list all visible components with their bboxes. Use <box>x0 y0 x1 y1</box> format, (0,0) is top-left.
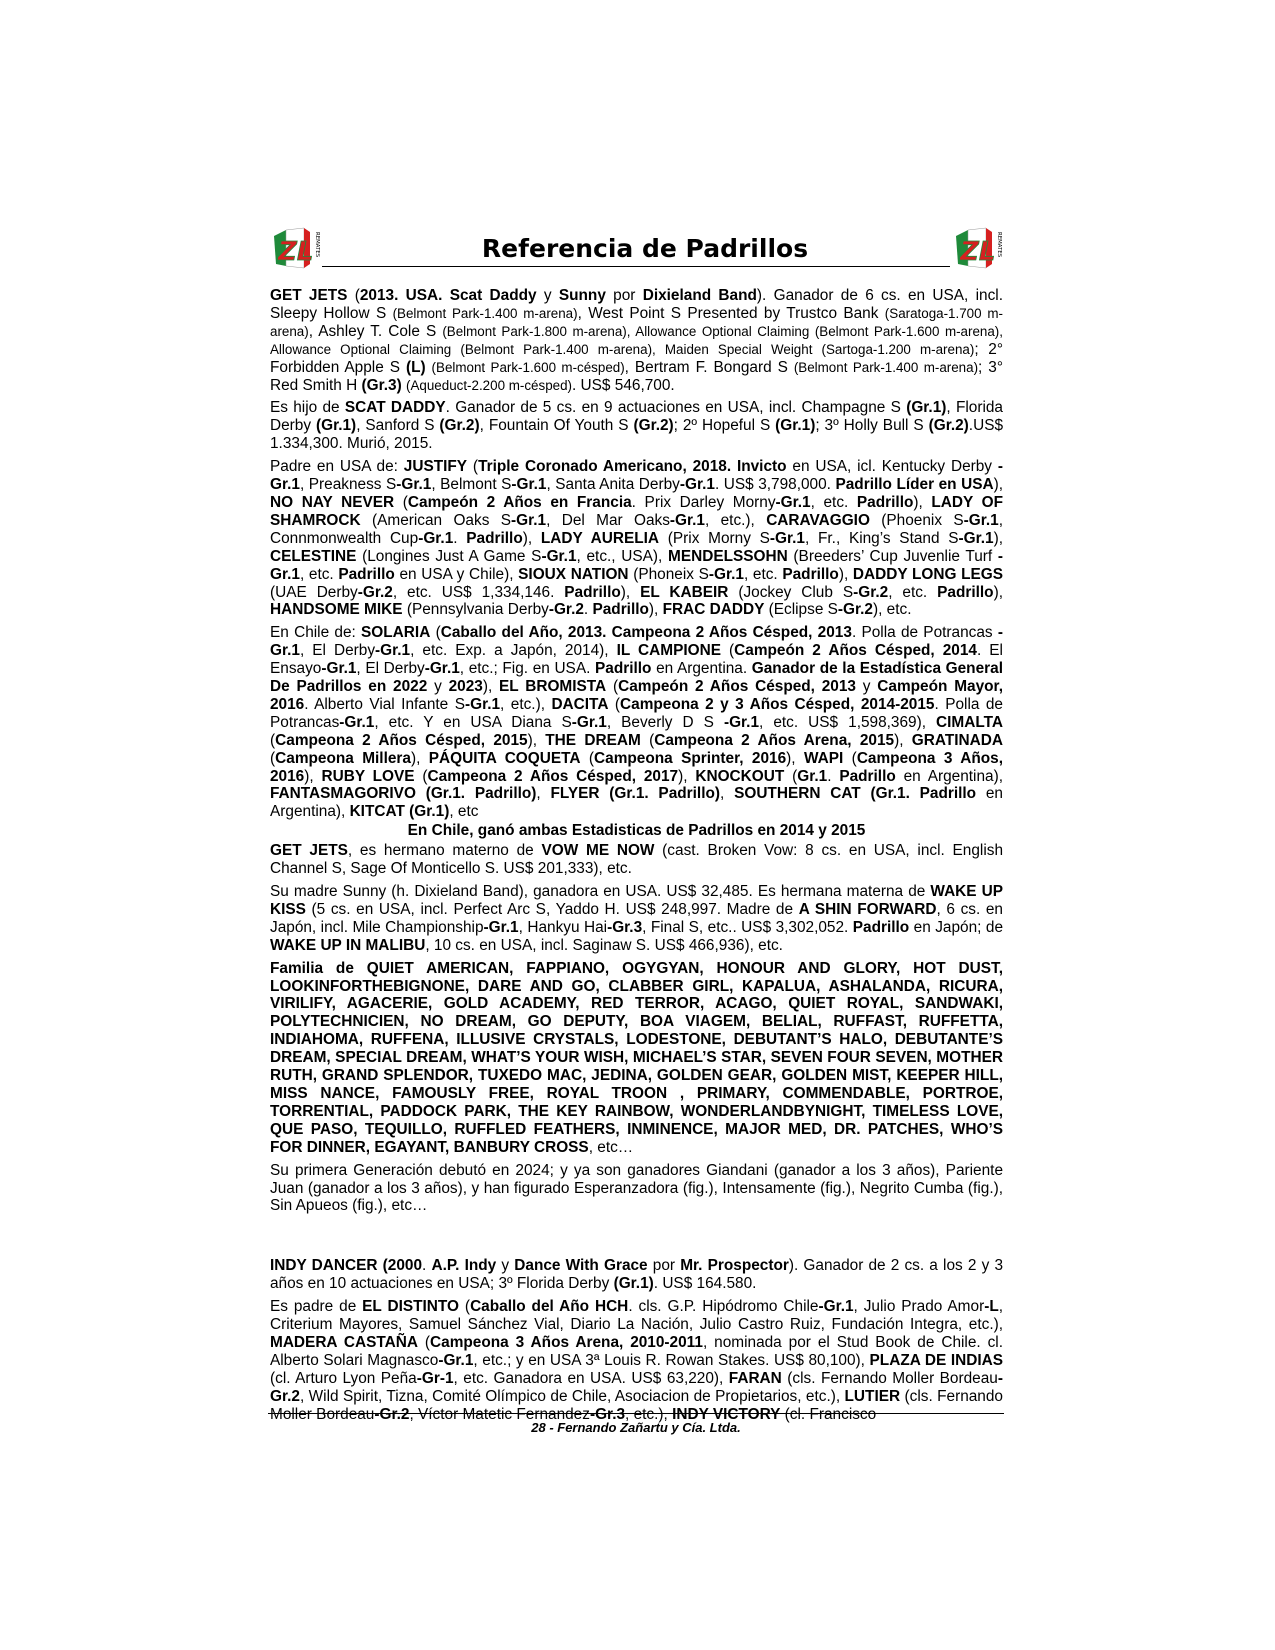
text-run: , Fr., King’s Stand S <box>804 529 959 547</box>
text-run: EL KABEIR <box>640 583 729 601</box>
text-run: DACITA <box>551 695 609 713</box>
text-run: Campeona Millera <box>275 749 411 767</box>
text-run: -Gr.2 <box>357 583 393 601</box>
text-run: (L) <box>405 358 426 376</box>
text-run: Triple Coronado Americano, 2018. Invicto <box>478 458 787 476</box>
text-run: -Gr.2 <box>374 1405 410 1423</box>
text-run: ( <box>720 642 735 660</box>
text-run: . <box>453 529 467 547</box>
text-run: -Gr.1 <box>424 660 460 678</box>
text-run: ; 3º Holly Bull S <box>815 417 929 435</box>
text-run: . Alberto Vial Infante S <box>304 695 465 713</box>
text-run: CARAVAGGIO <box>766 511 870 529</box>
text-run: .US$ 1.334,300. Murió, 2015. <box>270 417 1004 453</box>
text-run: (Jockey Club S <box>728 583 854 601</box>
text-run: Mr. Prospector <box>680 1257 789 1275</box>
get-jets-sire <box>270 399 1003 453</box>
text-run: , Final S, etc.. US$ 3,302,052. <box>642 918 853 936</box>
text-run: -Gr.1 <box>321 660 357 678</box>
text-run: -Gr.3 <box>589 1405 626 1423</box>
text-run: Es padre de <box>270 1298 363 1316</box>
text-run: en USA y Chile), <box>394 565 519 583</box>
text-run: -Gr.1 <box>483 918 519 936</box>
text-run: , Wild Spirit, Tizna, Comité Olímpico de Chile, Asociacion de Propietarios, etc.), <box>299 1387 845 1405</box>
text-run: , etc., USA), <box>576 547 669 565</box>
text-run: Padrillo <box>852 918 910 936</box>
text-run: WAKE UP KISS <box>270 883 1004 918</box>
text-run: -Gr.1 <box>464 695 501 713</box>
text-run: DADDY LONG LEGS <box>852 565 1003 583</box>
text-run: Ganador de la Estadística General De Padrillos en 2022 <box>270 660 1003 696</box>
text-run: , Santa Anita Derby <box>546 476 680 494</box>
text-run: FLYER (Gr.1. Padrillo) <box>550 785 721 803</box>
logo-left <box>270 226 322 272</box>
text-run: Caballo del Año HCH <box>470 1298 629 1316</box>
text-run: Padrillo <box>338 565 395 583</box>
text-run: , etc <box>449 803 479 821</box>
text-run: EL BROMISTA <box>499 678 607 696</box>
get-jets-family <box>270 960 1003 1157</box>
text-run: . <box>827 767 840 785</box>
text-run: (cls. Fernando Moller Bordeau <box>270 1387 1003 1423</box>
text-run: en Argentina), <box>895 767 1003 785</box>
text-run: . El Ensayo <box>270 642 1003 678</box>
text-run: (Belmont Park-1.600 m-césped) <box>431 359 625 375</box>
text-run: , El Derby <box>299 642 376 660</box>
text-run: ( <box>843 749 857 767</box>
text-run: ( <box>580 749 595 767</box>
page-footer: 28 - Fernando Zañartu y Cía. Ltda. <box>531 1420 741 1435</box>
text-run: FRAC DADDY <box>662 601 765 619</box>
text-run: ), <box>648 601 663 619</box>
zl-remates-logo-icon <box>952 226 1004 272</box>
text-run: , etc.), <box>500 695 552 713</box>
text-run: -Gr.1 <box>375 642 411 660</box>
indy-dancer-intro <box>270 1257 1003 1293</box>
get-jets-intro <box>270 287 1003 394</box>
text-run: (Gr.2) <box>439 417 480 435</box>
text-run: SCAT DADDY <box>344 399 446 417</box>
text-run: (cl. Arturo Lyon Peña <box>270 1369 417 1387</box>
text-run: -Gr.1 <box>708 565 744 583</box>
text-run: . <box>583 601 593 619</box>
text-run: ). Ganador de 2 cs. a los 2 y 3 años en 10 actuaciones en USA; 3º Florida Derby <box>270 1257 1004 1293</box>
text-run: (Belmont Park-1.400 m-arena) <box>793 359 979 375</box>
text-run: CELESTINE <box>270 547 357 565</box>
text-run: A.P. Indy <box>431 1257 497 1275</box>
text-run: (Gr.2) <box>633 417 674 435</box>
text-run: , etc. <box>888 583 938 601</box>
text-run: Gr.1 <box>797 767 828 785</box>
text-run: MENDELSSOHN <box>668 547 788 565</box>
text-run: , nominada por el Stud Book de Chile. cl. Alberto Solari Magnasco <box>270 1333 1003 1369</box>
text-run: A SHIN FORWARD <box>798 900 937 918</box>
logo-side-text: REMATES <box>996 232 1002 258</box>
text-run: CIMALTA <box>936 713 1003 731</box>
text-run: ). Ganador de 6 cs. en USA, incl. Sleepy Hollow S <box>270 287 1003 322</box>
text-run: (American Oaks S <box>360 511 511 529</box>
text-run: -Gr.1 <box>963 511 999 529</box>
text-run: . Ganador de 5 cs. en 9 actuaciones en USA, incl. Champagne S <box>445 399 907 417</box>
document-body <box>270 287 1003 1428</box>
text-run: Campeona Sprinter, 2016 <box>594 749 787 767</box>
text-run: INDY DANCER (2000 <box>270 1257 423 1275</box>
text-run: Dance With Grace <box>514 1257 648 1275</box>
text-run: LADY OF SHAMROCK <box>270 493 1003 529</box>
text-run: , etc. US$ 1,334,146. <box>392 583 565 601</box>
text-run: ), <box>838 565 853 583</box>
text-run: -Gr.2 <box>548 601 584 619</box>
text-run: ), <box>894 731 912 749</box>
text-run: Campeona 2 Años Arena, 2015 <box>654 731 895 749</box>
text-run: ( <box>459 1298 471 1316</box>
text-run: , Beverly D S <box>606 713 724 731</box>
text-run: -Gr.2 <box>270 1369 1003 1405</box>
text-run: , Víctor Matetic Fernandez <box>409 1405 590 1423</box>
logo-right <box>952 226 1004 272</box>
text-run: (Gr.1) <box>315 417 357 435</box>
text-run: ( <box>270 749 276 767</box>
text-run: (cast. Broken Vow: 8 cs. en USA, incl. English Channel S, Sage Of Monticello S. US$ 201,333), etc. <box>270 842 1004 878</box>
text-run: , Fountain Of Youth S <box>479 417 634 435</box>
text-run: (cls. Fernando Moller Bordeau <box>781 1369 998 1387</box>
text-run: , etc.; Fig. en USA. <box>459 660 595 678</box>
text-run: , etc… <box>588 1138 634 1156</box>
text-run: INDY VICTORY <box>672 1405 781 1423</box>
text-run: IL CAMPIONE <box>616 642 721 660</box>
text-run: Caballo del Año, 2013. Campeona 2 Años Césped, 2013 <box>440 624 852 642</box>
text-run: LADY AURELIA <box>540 529 660 547</box>
text-run: en Argentina. <box>651 660 752 678</box>
text-run: , West Point S Presented by Trustco Bank <box>577 304 885 322</box>
text-run: En Chile de: <box>270 624 362 642</box>
text-run: ), <box>527 731 546 749</box>
text-run: y <box>496 1257 515 1275</box>
text-run: 2013. USA. Scat Daddy <box>359 287 537 304</box>
text-run: -Gr.1 <box>511 511 547 529</box>
page-title: Referencia de Padrillos <box>481 234 809 263</box>
text-run: ( <box>606 678 619 696</box>
text-run: -Gr.1 <box>775 493 811 511</box>
text-run: Sunny <box>558 287 606 304</box>
logo-side-text: REMATES <box>314 232 320 258</box>
text-run: ), <box>620 583 641 601</box>
text-run: Campeón 2 Años en Francia <box>407 493 632 511</box>
text-run: -Gr.1 <box>958 529 994 547</box>
text-run: PLAZA DE INDIAS <box>869 1351 1003 1369</box>
text-run: Padrillo Líder en USA <box>835 476 994 494</box>
text-run: ( <box>418 1333 431 1351</box>
text-run: , 6 cs. en Japón, incl. Mile Championship <box>270 900 1003 936</box>
text-run: por <box>605 287 643 304</box>
text-run: Campeona 3 Años, 2016 <box>270 749 1004 785</box>
text-run: -Gr.1 <box>270 458 1003 494</box>
text-run: (Longines Just A Game S <box>356 547 542 565</box>
text-run: y <box>856 678 878 696</box>
text-run: NO NAY NEVER <box>270 493 395 511</box>
text-run: Padrillo <box>595 660 652 678</box>
text-run: ), <box>410 749 429 767</box>
text-run: Padrillo <box>466 529 523 547</box>
text-run: (Gr.1) <box>906 399 947 417</box>
text-run: (Belmont Park-1.400 m-arena) <box>392 305 578 321</box>
text-run: VOW ME NOW <box>541 842 655 860</box>
text-run: , Bertram F. Bongard S <box>624 358 794 376</box>
text-run: (cl. Francisco <box>780 1405 877 1423</box>
text-run: , 10 cs. en USA, incl. Saginaw S. US$ 466,936), etc. <box>425 936 783 954</box>
text-run: ), <box>482 678 500 696</box>
text-run: ( <box>430 624 441 642</box>
text-run: Padrillo <box>564 583 621 601</box>
text-run: Campeona 3 Años Arena, 2010-2011 <box>430 1333 703 1351</box>
text-run: y <box>536 287 559 304</box>
text-run: PÁQUITA COQUETA <box>428 749 581 767</box>
text-run: , Florida Derby <box>270 399 1003 435</box>
text-run: , etc.; y en USA 3ª Louis R. Rowan Stakes. US$ 80,100), <box>473 1351 870 1369</box>
text-run: LUTIER <box>844 1387 901 1405</box>
text-run: Campeón 2 Años Césped, 2014 <box>734 642 977 660</box>
header-divider <box>322 266 950 267</box>
text-run: GET JETS <box>270 842 348 860</box>
get-jets-dam <box>270 883 1003 955</box>
text-run: RUBY LOVE <box>321 767 415 785</box>
text-run: Su primera Generación debutó en 2024; y ya son ganadores Giandani (ganador a los 3 años), Pariente Juan (ganador a los 3 años), y han figurado Esperanzadora (fig.), Intensamente (fig.), Negrito Cumba (fig.), Sin Apueos (fig.), etc… <box>270 1161 1003 1215</box>
text-run: Campeona 2 y 3 Años Césped, 2014-2015 <box>620 695 935 713</box>
footer-divider <box>268 1413 1004 1414</box>
text-run: , Criterium Mayores, Samuel Sánchez Vial, Diario La Nación, Julio Castro Ruiz, Fundación Integra, etc.), <box>270 1298 1004 1334</box>
text-run: SOUTHERN CAT (Gr.1. Padrillo <box>734 785 977 803</box>
text-run: -Gr-1 <box>416 1369 454 1387</box>
text-run: EL DISTINTO <box>362 1298 460 1316</box>
text-run: (UAE Derby <box>270 583 358 601</box>
text-run: Padre en USA de: <box>270 458 404 476</box>
text-run: HANDSOME MIKE <box>270 601 403 619</box>
text-run: ), <box>304 767 322 785</box>
text-run: . US$ 164.580. <box>653 1275 757 1293</box>
text-run: -Gr.1 <box>270 547 1003 583</box>
statistics-note: En Chile, ganó ambas Estadisticas de Padrillos en 2014 y 2015 <box>407 822 866 840</box>
text-run: en Argentina), <box>270 785 1003 821</box>
text-run: GET JETS <box>270 287 355 304</box>
text-run: ( <box>394 493 408 511</box>
text-run: -Gr.1 <box>669 511 705 529</box>
text-run: Padrillo <box>839 767 896 785</box>
text-run: Padrillo <box>937 583 994 601</box>
text-run: -Gr.1 <box>571 713 607 731</box>
text-run: , Julio Prado Amor <box>853 1298 985 1316</box>
text-run: Campeona 2 Años Césped, 2017 <box>427 767 679 785</box>
text-run: ), <box>522 529 541 547</box>
text-run: Padrillo <box>856 493 914 511</box>
text-run: . Polla de Potrancas <box>851 624 998 642</box>
text-run: , Ashley T. Cole S <box>308 322 443 340</box>
text-run: , etc. Y en USA Diana S <box>374 713 572 731</box>
text-run: SOLARIA <box>361 624 431 642</box>
text-run: -Gr.1 <box>723 713 760 731</box>
text-run: , El Derby <box>356 660 425 678</box>
text-run: KITCAT (Gr.1) <box>349 803 450 821</box>
get-jets-sire-progeny-chile <box>270 624 1003 821</box>
get-jets-sibling <box>270 842 1003 878</box>
text-run: Dixieland Band <box>642 287 757 304</box>
text-run: KNOCKOUT <box>695 767 785 785</box>
text-run: ), etc. <box>873 601 912 619</box>
text-run: , Sanford S <box>356 417 440 435</box>
text-run: 2023 <box>448 678 483 696</box>
logo-letters: ZL <box>278 237 314 267</box>
text-run: . Polla de Potrancas <box>270 695 1003 731</box>
text-run: -Gr.1 <box>769 529 805 547</box>
text-run: (Gr.2) <box>928 417 969 435</box>
text-run: y <box>427 678 449 696</box>
text-run: -Gr.2 <box>853 583 889 601</box>
text-run: , etc. <box>810 493 857 511</box>
text-run: (Eclipse S <box>764 601 838 619</box>
text-run: , etc. <box>743 565 783 583</box>
text-run: ), <box>786 749 804 767</box>
text-run: SIOUX NATION <box>518 565 629 583</box>
text-run: Su madre Sunny (h. Dixieland Band), ganadora en USA. US$ 32,485. Es hermana materna de <box>270 883 931 900</box>
text-run: -Gr.1 <box>418 529 454 547</box>
text-run: , etc. US$ 1,598,369), <box>759 713 937 731</box>
text-run: ), <box>993 583 1003 601</box>
text-run: , Hankyu Hai <box>518 918 608 936</box>
text-run: , es hermano materno de <box>347 842 542 860</box>
text-run: (Aqueduct-2.200 m-césped) <box>406 377 572 393</box>
text-run: en Japón; de <box>909 918 1004 936</box>
logo-letters: ZL <box>960 237 996 267</box>
text-run: -Gr.1 <box>511 476 547 494</box>
text-run: , Del Mar Oaks <box>546 511 670 529</box>
text-run: . US$ 3,798,000. <box>714 476 836 494</box>
text-run: ), <box>993 476 1004 494</box>
text-run: -Gr.2 <box>837 601 873 619</box>
text-run: Campeón 2 Años Césped, 2013 <box>618 678 856 696</box>
text-run: -Gr.1 <box>818 1298 854 1316</box>
text-run: ( <box>608 695 621 713</box>
text-run: (Prix Morny S <box>659 529 770 547</box>
text-run: -Gr.1 <box>339 713 375 731</box>
text-run: , <box>720 785 735 803</box>
indy-dancer-progeny <box>270 1298 1003 1423</box>
text-run: (Phoneix S <box>628 565 709 583</box>
text-run: MADERA CASTAÑA <box>270 1333 418 1351</box>
text-run: ), <box>993 529 1004 547</box>
text-run: , etc. Ganadora en USA. US$ 63,220), <box>453 1369 729 1387</box>
text-run: ( <box>467 458 479 476</box>
text-run: Campeona 2 Años Césped, 2015 <box>275 731 528 749</box>
text-run: ( <box>354 287 360 304</box>
text-run: . Prix Darley Morny <box>631 493 776 511</box>
text-run: (Gr.3) <box>361 376 402 394</box>
text-run: Padrillo <box>782 565 839 583</box>
text-run: FARAN <box>728 1369 782 1387</box>
text-run: Padrillo <box>592 601 649 619</box>
text-run: (Pennsylvania Derby <box>402 601 549 619</box>
text-run: (5 cs. en USA, incl. Perfect Arc S, Yaddo H. US$ 248,997. Madre de <box>305 900 799 918</box>
text-run: por <box>647 1257 681 1275</box>
text-run: ( <box>414 767 428 785</box>
text-run: (Phoenix S <box>869 511 964 529</box>
text-run: , <box>536 785 551 803</box>
text-run: , Connmonwealth Cup <box>270 511 1003 547</box>
text-run: ( <box>784 767 798 785</box>
text-run: THE DREAM <box>545 731 641 749</box>
section-spacer <box>270 1220 1003 1257</box>
text-run: ; 2º Hopeful S <box>673 417 776 435</box>
text-run: . US$ 546,700. <box>572 376 675 394</box>
text-run: . <box>422 1257 432 1275</box>
text-run: (Saratoga-1.700 m-arena) <box>270 305 1003 339</box>
text-run: , etc.), <box>625 1405 673 1423</box>
get-jets-first-generation <box>270 1162 1003 1216</box>
text-run: , etc. <box>299 565 339 583</box>
text-run: -Gr.1 <box>270 624 1003 660</box>
text-run: -Gr.1 <box>396 476 432 494</box>
text-run: ( <box>640 731 655 749</box>
zl-remates-logo-icon <box>270 226 322 272</box>
text-run: ), <box>678 767 696 785</box>
text-run: FANTASMAGORIVO (Gr.1. Padrillo) <box>270 785 537 803</box>
text-run: JUSTIFY <box>403 458 468 476</box>
text-run: Familia de QUIET AMERICAN, FAPPIANO, OGYGYAN, HONOUR AND GLORY, HOT DUST, LOOKINFORTHEBIGNONE, DARE AND GO, CLABBER GIRL, KAPALUA, ASHALANDA, RICURA, VIRILIFY, AGACERIE, GOLD ACADEMY, RED TERROR, ACAGO, QUIET ROYAL, SANDWAKI, POLYTECHNICIEN, NO DREAM, GO DEPUTY, BOA VIAGEM, BELIAL, RUFFAST, RUFFETTA, INDIAHOMA, RUFFENA, ILLUSIVE CRYSTALS, LODESTONE, DEBUTANT’S HALO, DEBUTANTE’S DREAM, SPECIAL DREAM, WHAT’S YOUR WISH, MICHAEL’S STAR, SEVEN FOUR SEVEN, MOTHER RUTH, GRAND SPLENDOR, TUXEDO MAC, JEDINA, GOLDEN GEAR, GOLDEN MIST, KEEPER HILL, MISS NANCE, FAMOUSLY FREE, ROYAL TROON , PRIMARY, COMMENDABLE, PORTROE, TORRENTIAL, PADDOCK PARK, THE KEY RAINBOW, WONDERLANDBYNIGHT, TIMELESS LOVE, QUE PASO, TEQUILLO, RUFFLED FEATHERS, INMINENCE, MAJOR MED, DR. PATCHES, WHO’S FOR DINNER, EGAYANT, BANBURY CROSS <box>270 959 1003 1156</box>
text-run: (Breeders’ Cup Juvenlie Turf <box>787 547 998 565</box>
text-run: , etc. Exp. a Japón, 2014), <box>410 642 617 660</box>
get-jets-sire-progeny-usa <box>270 458 1003 619</box>
text-run: Campeón Mayor, 2016 <box>270 678 1003 713</box>
text-run: ; 3° Red Smith H <box>270 358 1003 394</box>
text-run: Es hijo de <box>270 399 345 417</box>
text-run: -Gr.3 <box>607 918 643 936</box>
text-run: GRATINADA <box>911 731 1003 749</box>
text-run: (Belmont Park-1.800 m-arena), Allowance Optional Claiming (Belmont Park-1.600 m-arena), Allowance Optional Claiming (Belmont Park-1.400 m-arena), Maiden Special Weight (Sartoga-1.200 m-arena) <box>270 323 1003 357</box>
text-run: -Gr.1 <box>438 1351 474 1369</box>
text-run: ), <box>913 493 932 511</box>
text-run: WAPI <box>803 749 844 767</box>
text-run: WAKE UP IN MALIBU <box>270 936 426 954</box>
text-run: , etc.), <box>705 511 767 529</box>
text-run: en USA, icl. Kentucky Derby <box>786 458 998 476</box>
text-run: . cls. G.P. Hipódromo Chile <box>628 1298 819 1316</box>
text-run: -L <box>984 1298 999 1316</box>
text-run: -Gr.1 <box>541 547 577 565</box>
text-run: ( <box>270 731 276 749</box>
text-run: ; 2° Forbidden Apple S <box>270 340 1003 376</box>
text-run: , Belmont S <box>431 476 512 494</box>
text-run: -Gr.1 <box>679 476 715 494</box>
text-run: (Gr.1) <box>613 1275 654 1293</box>
text-run: , Preakness S <box>299 476 397 494</box>
text-run: (Gr.1) <box>775 417 816 435</box>
